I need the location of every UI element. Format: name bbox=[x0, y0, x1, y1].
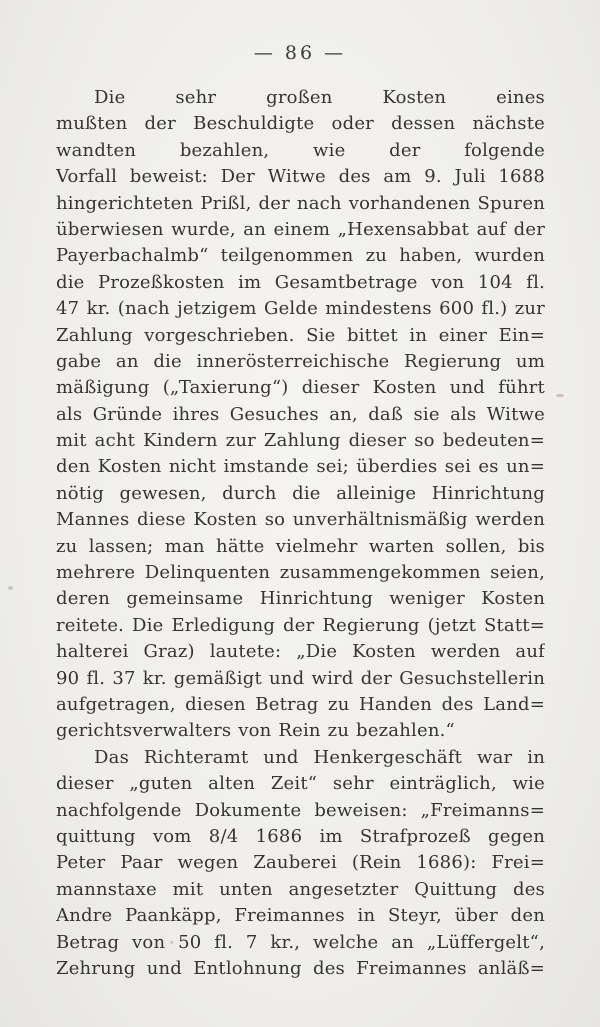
text-line: mehrere Delinquenten zusammengekommen seien, bbox=[56, 562, 545, 584]
text-line: mußten der Beschuldigte oder dessen nächste bbox=[56, 113, 545, 135]
text-line: Payerbachalmb“ teilgenommen zu haben, wurden bbox=[56, 245, 545, 267]
text-line: Zahlung vorgeschrieben. Sie bittet in einer Ein= bbox=[56, 324, 545, 346]
paper-speck bbox=[556, 394, 564, 397]
text-line: mannstaxe mit unten angesetzter Quittung des bbox=[56, 878, 545, 900]
text-line: Vorfall beweist: Der Witwe des am 9. Juli 1688 bbox=[56, 166, 545, 188]
text-line: deren gemeinsame Hinrichtung weniger Kosten bbox=[56, 588, 545, 610]
text-line: Peter Paar wegen Zauberei (Rein 1686): Frei= bbox=[56, 852, 545, 874]
text-line: gabe an die innerösterreichische Regierung um bbox=[56, 350, 545, 372]
text-line: Mannes diese Kosten so unverhältnismäßig werden bbox=[56, 509, 545, 531]
text-line: Andre Paankäpp, Freimannes in Steyr, über den bbox=[56, 905, 545, 927]
text-line: 47 kr. (nach jetzigem Gelde mindestens 600 fl.) zur bbox=[56, 298, 545, 320]
text-line: mit acht Kindern zur Zahlung dieser so bedeuten= bbox=[56, 430, 545, 452]
text-line: die Prozeßkosten im Gesamtbetrage von 104 fl. bbox=[56, 271, 545, 293]
text-line: aufgetragen, diesen Betrag zu Handen des Land= bbox=[56, 693, 545, 715]
text-line: Zehrung und Entlohnung des Freimannes anläß= bbox=[56, 957, 545, 979]
text-line: als Gründe ihres Gesuches an, daß sie als Witwe bbox=[56, 403, 545, 425]
text-line: nötig gewesen, durch die alleinige Hinrichtung bbox=[56, 482, 545, 504]
paragraph bbox=[56, 85, 545, 745]
text-line: Betrag von 50 fl. 7 kr., welche an „Lüffergelt“, bbox=[56, 931, 545, 953]
text-line: dieser „guten alten Zeit“ sehr einträglich, wie bbox=[56, 773, 545, 795]
text-line: zu lassen; man hätte vielmehr warten sollen, bis bbox=[56, 535, 545, 557]
paper-speck bbox=[8, 586, 13, 590]
text-line: Das Richteramt und Henkergeschäft war in bbox=[94, 746, 545, 768]
text-line: hingerichteten Prißl, der nach vorhandenen Spuren bbox=[56, 192, 545, 214]
text-line: quittung vom 8/4 1686 im Strafprozeß gegen bbox=[56, 825, 545, 847]
paper-speck bbox=[170, 941, 173, 944]
text-line: überwiesen wurde, an einem „Hexensabbat auf der bbox=[56, 218, 545, 240]
text-line: den Kosten nicht imstande sei; überdies sei es un= bbox=[56, 456, 545, 478]
text-line: wandten bezahlen, wie der folgende bbox=[56, 139, 545, 161]
text-line: reitete. Die Erledigung der Regierung (jetzt Statt= bbox=[56, 614, 545, 636]
text-line: halterei Graz) lautete: „Die Kosten werden auf bbox=[56, 641, 545, 663]
text-line: nachfolgende Dokumente beweisen: „Freimanns= bbox=[56, 799, 545, 821]
page-number: — 86 — bbox=[253, 42, 347, 64]
text-block bbox=[56, 85, 545, 982]
text-line: Die sehr großen Kosten eines bbox=[94, 87, 545, 108]
text-line: gerichtsverwalters von Rein zu bezahlen.“ bbox=[56, 720, 455, 742]
page-header bbox=[0, 42, 600, 64]
text-line: 90 fl. 37 kr. gemäßigt und wird der Gesuchstellerin bbox=[56, 667, 545, 689]
text-line: mäßigung („Taxierung“) dieser Kosten und führt bbox=[56, 377, 545, 399]
paragraph bbox=[56, 745, 545, 983]
